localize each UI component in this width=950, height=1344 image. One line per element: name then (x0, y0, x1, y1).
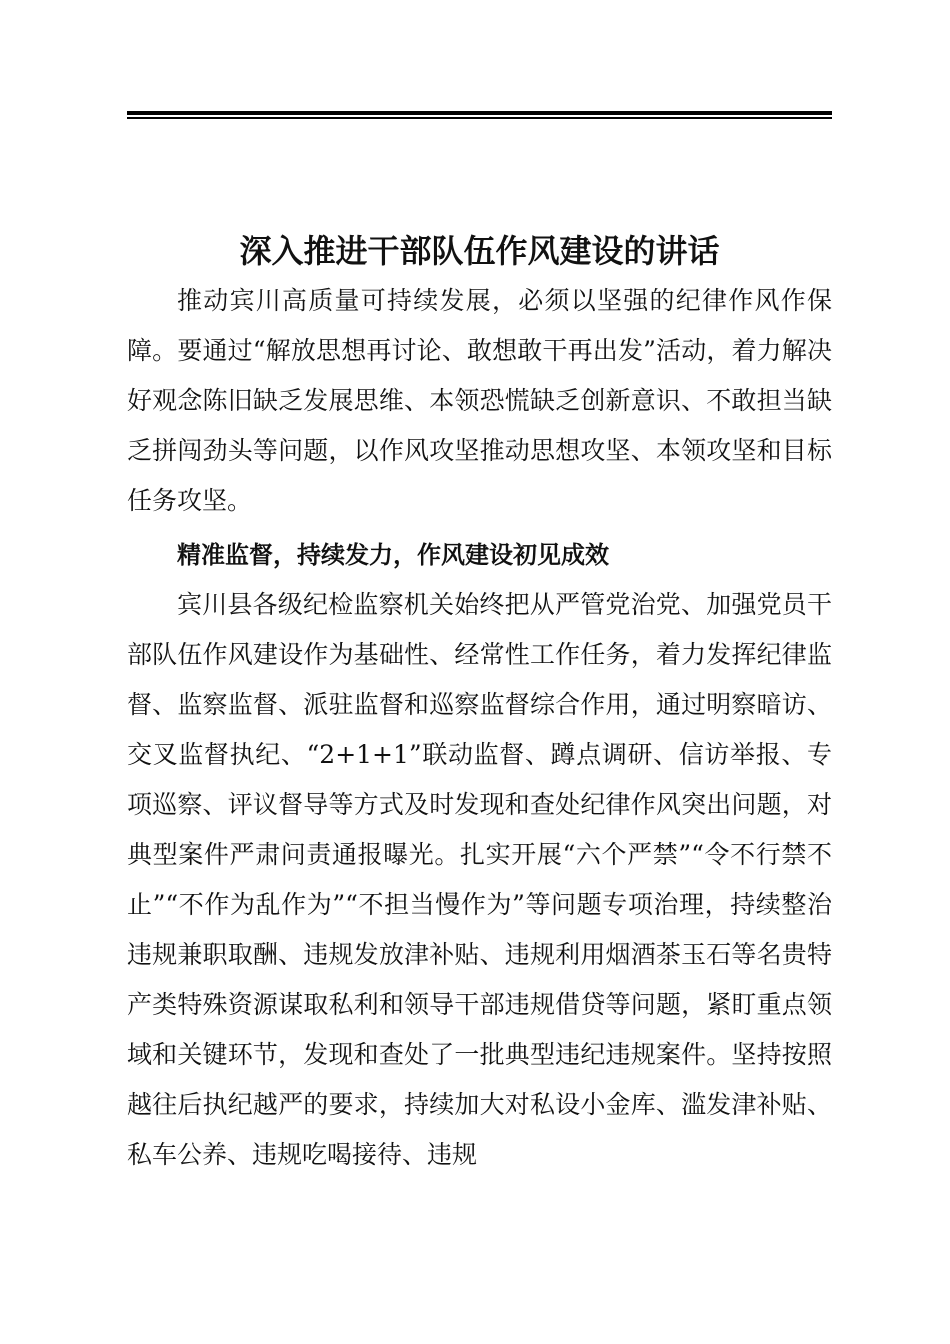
document-title: 深入推进干部队伍作风建设的讲话 (239, 232, 720, 270)
intro-paragraph: 推动宾川高质量可持续发展，必须以坚强的纪律作风作保障。要通过“解放思想再讨论、敢想敢干再出发”活动，着力解决好观念陈旧缺乏发展思维、本领恐慌缺乏创新意识、不敢担当缺乏拼闯劲头等问题，以作风攻坚推动思想攻坚、本领攻坚和目标任务攻坚。 (127, 286, 832, 515)
section-heading: 精准监督，持续发力，作风建设初见成效 (177, 541, 609, 569)
header-rule-thin (127, 117, 832, 119)
section-paragraph: 宾川县各级纪检监察机关始终把从严管党治党、加强党员干部队伍作风建设作为基础性、经常性工作任务，着力发挥纪律监督、监察监督、派驻监督和巡察监督综合作用，通过明察暗访、交叉监督执纪、“2+1+1”联动监督、蹲点调研、信访举报、专项巡察、评议督导等方式及时发现和查处纪律作风突出问题，对典型案件严肃问责通报曝光。扎实开展“六个严禁”“令不行禁不止”“不作为乱作为”“不担当慢作为”等问题专项治理，持续整治违规兼职取酬、违规发放津补贴、违规利用烟酒茶玉石等名贵特产类特殊资源谋取私利和领导干部违规借贷等问题，紧盯重点领域和关键环节，发现和查处了一批典型违纪违规案件。坚持按照越往后执纪越严的要求，持续加大对私设小金库、滥发津补贴、私车公养、违规吃喝接待、违规 (127, 590, 832, 1169)
header-double-rule (127, 111, 832, 119)
document-body (127, 276, 832, 1180)
header-rule-thick (127, 111, 832, 115)
